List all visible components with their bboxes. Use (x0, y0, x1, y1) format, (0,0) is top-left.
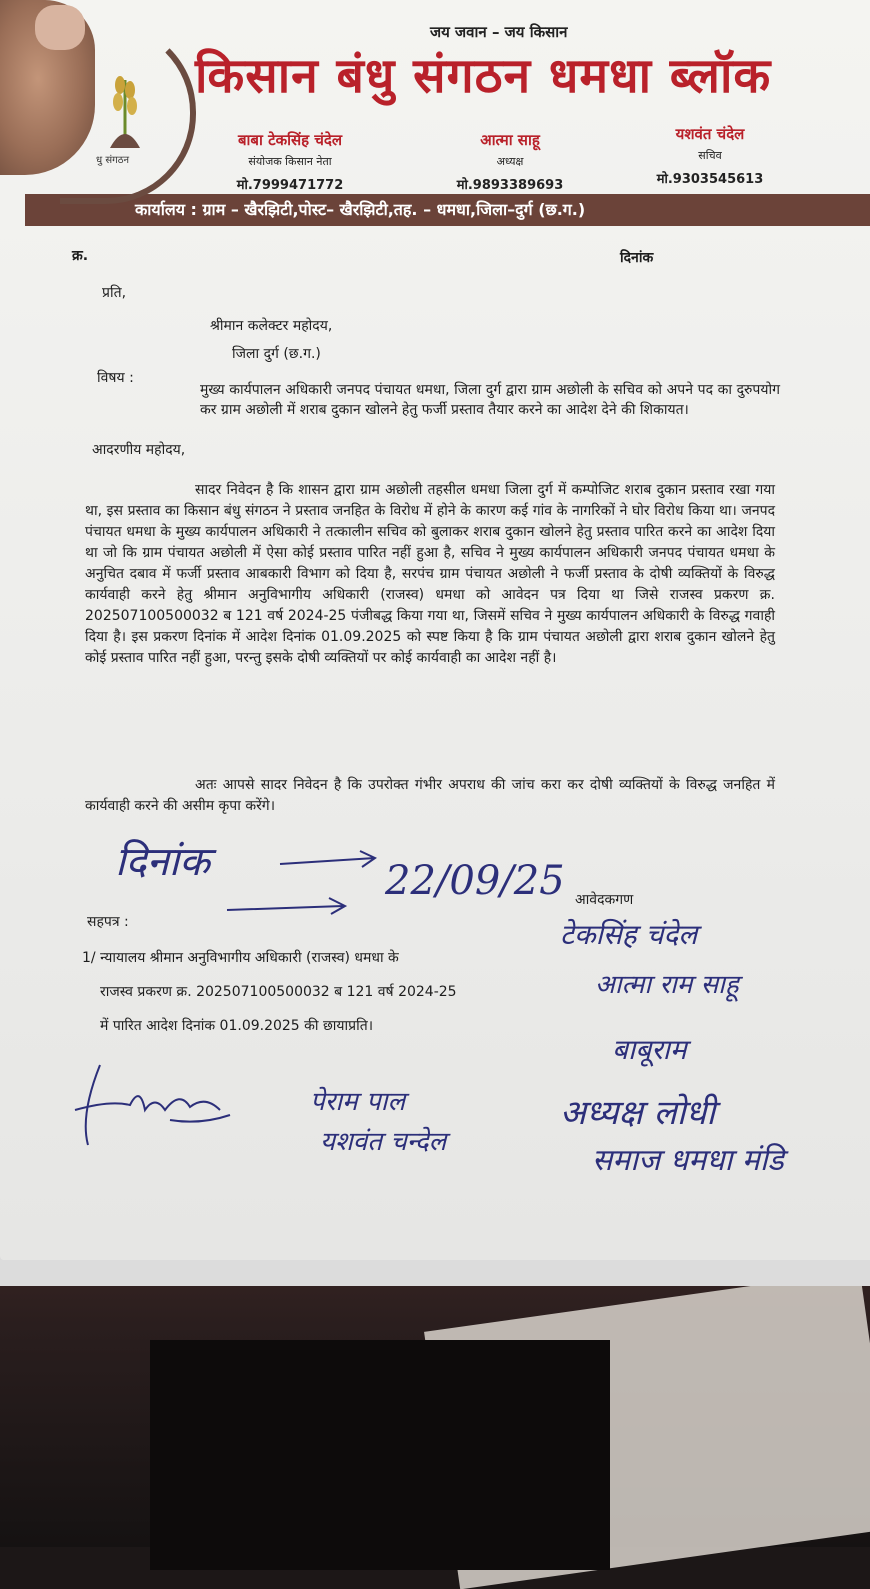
person-name: बाबा टेकसिंह चंदेल (237, 131, 343, 149)
enclosure-line2: राजस्व प्रकरण क्र. 202507100500032 ब 121 वर्ष 2024-25 (100, 984, 457, 1000)
person-role: संयोजक किसान नेता (248, 155, 332, 168)
signature-6: पेराम पाल (310, 1087, 406, 1117)
handwritten-date-word: दिनांक (115, 839, 210, 885)
subject-text: मुख्य कार्यपालन अधिकारी जनपद पंचायत धमधा, जिला दुर्ग द्वारा ग्राम अछोली के सचिव को अपने पद का दुरुपयोग कर ग्राम अछोली में शराब दुकान खोलने हेतु फर्जी प्रस्ताव तैयार करने का आदेश देने की शिकायत। (200, 382, 780, 418)
thumb-nail (35, 5, 85, 50)
reference-label: क्र. (72, 248, 89, 264)
signature-1: टेकसिंह चंदेल (560, 918, 698, 951)
signature-scribble-icon (70, 1055, 240, 1155)
signature-2: आत्मा राम साहू (595, 970, 739, 1000)
slogan: जय जवान – जय किसान (430, 23, 568, 41)
date-label: दिनांक (620, 250, 654, 266)
signature-4: अध्यक्ष लोधी (560, 1093, 716, 1133)
signature-3: बाबूराम (612, 1033, 687, 1066)
handwritten-date-value: 22/09/25 (385, 858, 565, 904)
person-president (430, 130, 590, 193)
person-secretary (630, 124, 790, 187)
background-shadow (150, 1340, 610, 1570)
person-convener (205, 130, 375, 193)
office-address-bar: कार्यालय : ग्राम – खैरझिटी,पोस्ट– खैरझिटी,तह. – धमधा,जिला–दुर्ग (छ.ग.) (25, 194, 870, 226)
person-name: आत्मा साहू (480, 131, 540, 149)
person-role: सचिव (698, 149, 722, 162)
applicants-label: आवेदकगण (575, 892, 634, 908)
salutation: आदरणीय महोदय, (92, 442, 186, 458)
addressee-line1: श्रीमान कलेक्टर महोदय, (210, 318, 333, 334)
addressee-line2: जिला दुर्ग (छ.ग.) (232, 346, 321, 362)
prati-label: प्रति, (102, 285, 127, 301)
enclosure-line1: 1/ न्यायालय श्रीमान अनुविभागीय अधिकारी (राजस्व) धमधा के (82, 950, 399, 966)
person-phone: मो.9303545613 (656, 172, 764, 187)
person-phone: मो.9893389693 (456, 178, 564, 193)
wheat-logo-icon (100, 60, 150, 150)
logo-caption: धु संगठन (96, 155, 130, 166)
signature-5: समाज धमधा मंडि (592, 1143, 784, 1178)
person-name: यशवंत चंदेल (675, 125, 745, 143)
arrows-icon (225, 848, 385, 918)
person-role: अध्यक्ष (496, 155, 524, 168)
request-paragraph: अतः आपसे सादर निवेदन है कि उपरोक्त गंभीर अपराध की जांच करा कर दोषी व्यक्तियों के विरुद्ध जनहित में कार्यवाही करने की असीम कृपा करेंगे। (85, 777, 775, 814)
enclosure-line3: में पारित आदेश दिनांक 01.09.2025 की छायाप्रति। (100, 1018, 374, 1034)
body-paragraph: सादर निवेदन है कि शासन द्वारा ग्राम अछोली तहसील धमधा जिला दुर्ग में कम्पोजिट शराब दुकान प्रस्ताव रखा गया था, इस प्रस्ताव का किसान बंधु संगठन ने प्रस्ताव जनहित के विरोध में होने के कारण कई गांव के नागरिकों ने घोर विरोध किया था। जनपद पंचायत धमधा के मुख्य कार्यपालन अधिकारी ने तत्कालीन सचिव को बुलाकर शराब दुकान खोलने हेतु प्रस्ताव पारित करने का आदेश दिया था जो कि ग्राम पंचायत अछोली में ऐसा कोई प्रस्ताव पारित नहीं हुआ है, सचिव ने मुख्य कार्यपालन अधिकारी जनपद पंचायत धमधा के अनुचित दबाव में फर्जी प्रस्ताव आबकारी विभाग को दिया है, सरपंच ग्राम पंचायत अछोली ने फर्जी प्रस्ताव के दोषी व्यक्तियों के विरुद्ध कार्यवाही करने हेतु श्रीमान अनुविभागीय अधिकारी (राजस्व) धमधा को आवेदन पत्र दिया था जिसे राजस्व प्रकरण क्र. 202507100500032 ब 121 वर्ष 2024-25 पंजीबद्ध किया गया था, जिसमें सचिव ने मुख्य कार्यपालन अधिकारी के विरुद्ध गवाही दिया है। इस प्रकरण दिनांक में आदेश दिनांक 01.09.2025 को स्पष्ट किया है कि ग्राम पंचायत अछोली द्वारा शराब दुकान खोलने हेतु कोई प्रस्ताव पारित नहीं हुआ, परन्तु इसके दोषी व्यक्तियों पर कोई कार्यवाही का आदेश नहीं है। (85, 482, 775, 666)
enclosure-label: सहपत्र : (87, 914, 129, 930)
person-phone: मो.7999471772 (236, 178, 344, 193)
subject-label: विषय : (97, 370, 134, 386)
organization-title: किसान बंधु संगठन धमधा ब्लॉक (195, 48, 772, 104)
signature-7: यशवंत चन्देल (320, 1127, 447, 1157)
